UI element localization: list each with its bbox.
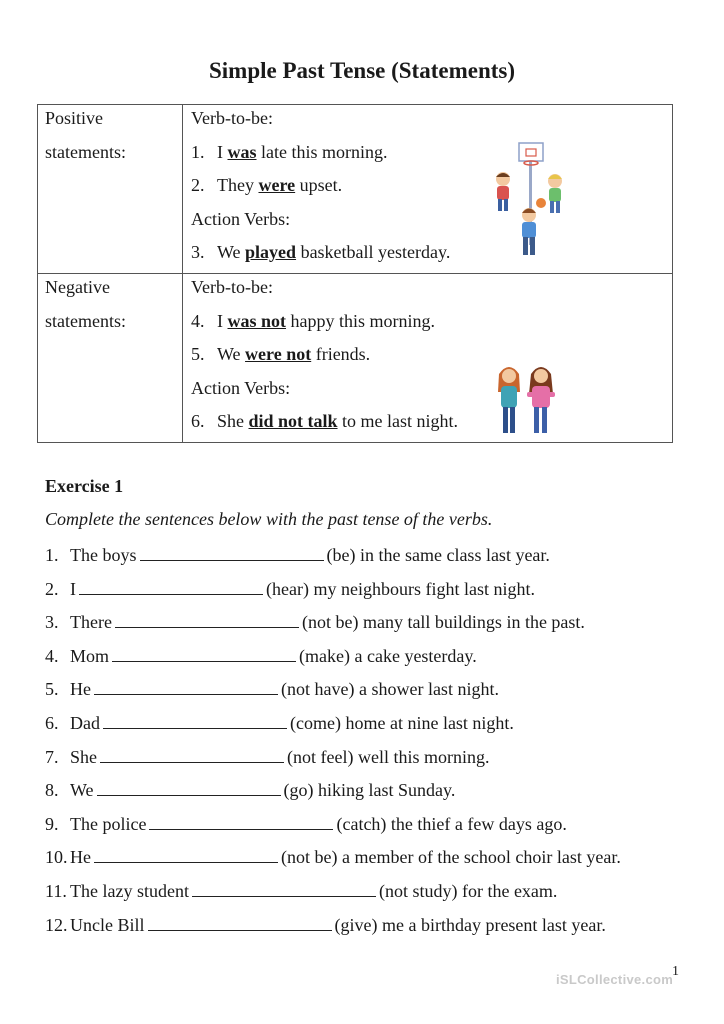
question-number: 4. bbox=[45, 645, 59, 666]
negative-row bbox=[38, 274, 673, 443]
question-number: 12. bbox=[45, 914, 68, 935]
verb-highlight: was not bbox=[227, 310, 287, 331]
watermark: iSLCollective.com bbox=[556, 972, 674, 987]
page-title: Simple Past Tense (Statements) bbox=[208, 58, 516, 83]
question-number: 11. bbox=[45, 880, 67, 901]
question-number: 2. bbox=[45, 578, 59, 599]
question-item bbox=[45, 744, 621, 778]
question-rest: (not be) a member of the school choir last year. bbox=[281, 847, 621, 868]
question-item bbox=[45, 912, 621, 946]
question-rest: (not study) for the exam. bbox=[378, 880, 558, 901]
positive-label-line1: Positive bbox=[45, 108, 104, 128]
verb-to-be-heading: Verb-to-be: bbox=[191, 277, 273, 297]
example-sentence: 1. I was late this morning. bbox=[191, 141, 388, 162]
answer-blank[interactable] bbox=[112, 644, 296, 662]
question-item bbox=[45, 811, 621, 845]
question-rest: (give) me a birthday present last year. bbox=[334, 914, 606, 935]
verb-to-be-heading: Verb-to-be: bbox=[191, 108, 273, 128]
question-rest: (hear) my neighbours fight last night. bbox=[266, 578, 535, 599]
question-number: 3. bbox=[45, 612, 59, 633]
question-item bbox=[45, 878, 621, 912]
kids-basketball-illustration bbox=[489, 141, 571, 267]
question-number: 5. bbox=[45, 679, 59, 700]
exercise-title: Exercise 1 bbox=[45, 476, 124, 496]
example-sentence: 3. We played basketball yesterday. bbox=[191, 242, 451, 263]
question-item bbox=[45, 542, 621, 576]
question-subject: Uncle Bill bbox=[70, 914, 145, 935]
question-number: 8. bbox=[45, 780, 59, 801]
verb-highlight: was bbox=[227, 141, 257, 162]
answer-blank[interactable] bbox=[192, 879, 376, 897]
question-number: 9. bbox=[45, 813, 59, 834]
question-number: 10. bbox=[45, 847, 68, 868]
question-item bbox=[45, 643, 621, 677]
question-number: 1. bbox=[45, 545, 59, 565]
question-subject: The lazy student bbox=[70, 880, 189, 901]
question-rest: (not feel) well this morning. bbox=[287, 746, 490, 767]
positive-label-line2: statements: bbox=[45, 141, 126, 162]
answer-blank[interactable] bbox=[79, 577, 263, 595]
answer-blank[interactable] bbox=[149, 812, 333, 830]
question-subject: She bbox=[70, 746, 97, 767]
question-rest: (come) home at nine last night. bbox=[290, 712, 514, 733]
example-sentence: 2. They were upset. bbox=[191, 175, 343, 196]
positive-row bbox=[38, 105, 673, 274]
question-list bbox=[45, 542, 621, 945]
question-number: 6. bbox=[45, 712, 59, 733]
verb-highlight: were not bbox=[245, 344, 312, 365]
question-subject: He bbox=[70, 847, 91, 868]
verb-highlight: did not talk bbox=[248, 411, 338, 432]
exercise-instructions: Complete the sentences below with the past tense of the verbs. bbox=[45, 509, 493, 529]
positive-examples-cell bbox=[183, 105, 673, 274]
example-sentence: 6. She did not talk to me last night. bbox=[191, 411, 459, 432]
answer-blank[interactable] bbox=[100, 745, 284, 763]
question-rest: (be) in the same class last year. bbox=[326, 545, 550, 565]
question-subject: I bbox=[70, 578, 76, 599]
question-item bbox=[45, 609, 621, 643]
question-subject: The police bbox=[70, 813, 147, 834]
question-item bbox=[45, 710, 621, 744]
negative-label-cell bbox=[38, 274, 183, 443]
answer-blank[interactable] bbox=[94, 845, 278, 863]
question-subject: Dad bbox=[70, 712, 100, 733]
negative-examples-cell bbox=[183, 274, 673, 443]
verb-highlight: played bbox=[245, 242, 297, 263]
negative-label-line2: statements: bbox=[45, 310, 126, 331]
answer-blank[interactable] bbox=[148, 913, 332, 931]
grammar-table bbox=[37, 104, 673, 443]
question-rest: (not be) many tall buildings in the past. bbox=[301, 612, 585, 633]
action-verbs-heading: Action Verbs: bbox=[191, 208, 291, 229]
question-subject: Mom bbox=[70, 645, 110, 666]
positive-label-cell bbox=[38, 105, 183, 274]
answer-blank[interactable] bbox=[115, 610, 299, 628]
example-sentence: 4. I was not happy this morning. bbox=[191, 310, 436, 331]
action-verbs-heading: Action Verbs: bbox=[191, 377, 291, 398]
question-rest: (catch) the thief a few days ago. bbox=[336, 813, 567, 834]
question-subject: There bbox=[70, 612, 112, 633]
question-item bbox=[45, 844, 621, 878]
question-rest: (make) a cake yesterday. bbox=[299, 645, 477, 666]
page-number: 1 bbox=[672, 964, 679, 979]
question-item bbox=[45, 777, 621, 811]
answer-blank[interactable] bbox=[140, 543, 324, 561]
question-item bbox=[45, 576, 621, 610]
question-subject: He bbox=[70, 679, 91, 700]
answer-blank[interactable] bbox=[94, 677, 278, 695]
example-sentence: 5. We were not friends. bbox=[191, 344, 371, 365]
answer-blank[interactable] bbox=[103, 711, 287, 729]
question-rest: (go) hiking last Sunday. bbox=[283, 780, 456, 801]
question-item bbox=[45, 676, 621, 710]
question-subject: The boys bbox=[70, 545, 137, 565]
answer-blank[interactable] bbox=[97, 778, 281, 796]
question-rest: (not have) a shower last night. bbox=[281, 679, 499, 700]
question-subject: We bbox=[70, 780, 94, 801]
question-number: 7. bbox=[45, 746, 59, 767]
verb-highlight: were bbox=[258, 175, 296, 196]
negative-label-line1: Negative bbox=[45, 277, 110, 297]
two-girls-illustration bbox=[493, 360, 559, 436]
